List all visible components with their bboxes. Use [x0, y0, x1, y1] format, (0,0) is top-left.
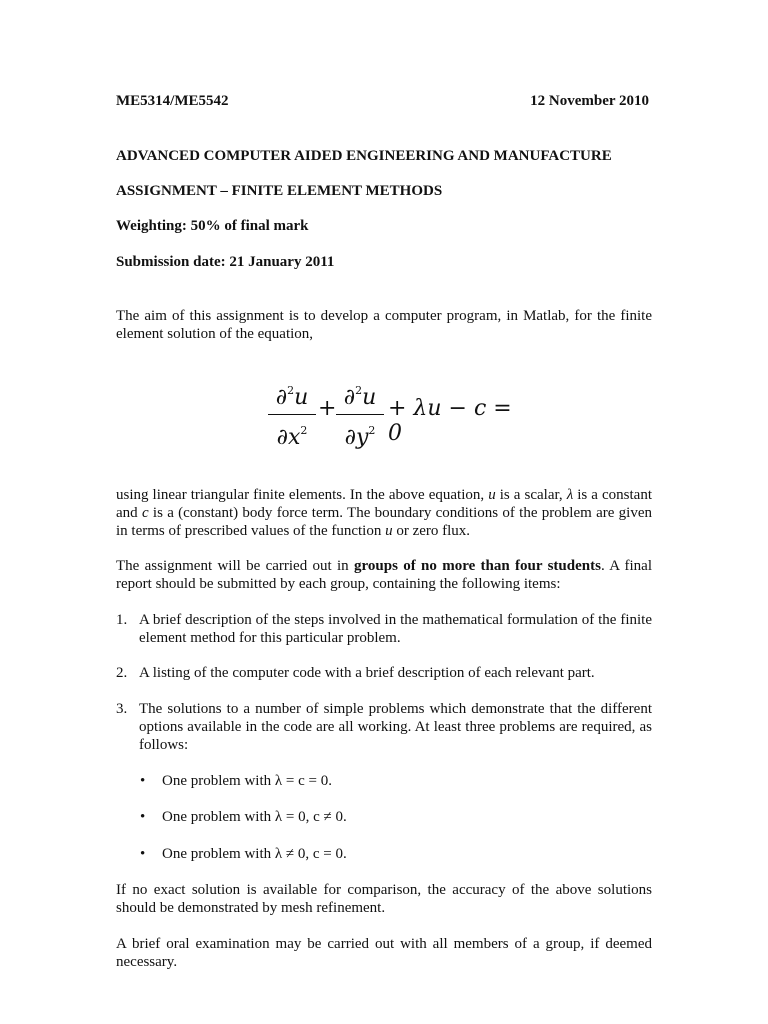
bullet-item — [140, 808, 347, 826]
course-code: ME5314/ME5542 — [116, 93, 229, 109]
var-u: u — [488, 487, 496, 503]
exponent: 2 — [300, 424, 308, 437]
bullet-text: One problem with λ ≠ 0, c = 0. — [162, 846, 347, 862]
bullet-dot: • — [140, 846, 146, 862]
bullet-item — [140, 772, 332, 790]
list-number: 1. — [116, 612, 128, 628]
bullet-item — [140, 845, 347, 863]
var-u: u — [294, 385, 309, 410]
course-title: ADVANCED COMPUTER AIDED ENGINEERING AND MANUFACTURE — [116, 148, 612, 164]
document-date: 12 November 2010 — [530, 93, 649, 109]
var-u: u — [385, 523, 393, 539]
description-text: is a constant and — [116, 487, 652, 521]
list-item — [116, 664, 652, 682]
groups-text: The assignment will be carried out in — [116, 558, 354, 574]
bullet-text: One problem with λ = 0, c ≠ 0. — [162, 809, 347, 825]
groups-paragraph — [116, 557, 652, 593]
governing-equation — [268, 378, 528, 452]
partial-symbol: ∂ — [276, 425, 288, 450]
list-item — [116, 700, 652, 754]
var-y: y — [355, 425, 369, 450]
partial-symbol: ∂ — [344, 425, 356, 450]
exponent: 2 — [368, 424, 376, 437]
d2u-dx2-fraction — [268, 378, 316, 451]
equation-remainder: + λu − c = 0 — [388, 396, 512, 446]
partial-symbol: ∂ — [343, 385, 356, 410]
list-number: 3. — [116, 701, 128, 717]
list-text: A brief description of the steps involved in the mathematical formulation of the finite element method for this particular problem. — [139, 612, 652, 646]
var-u: u — [362, 385, 377, 410]
assignment-title: ASSIGNMENT – FINITE ELEMENT METHODS — [116, 183, 443, 199]
list-item — [116, 611, 652, 647]
description-text: is a scalar, — [495, 487, 567, 503]
groups-text: . A final report should be submitted by each group, containing the following items: — [116, 558, 653, 592]
description-paragraph — [116, 486, 652, 540]
groups-emphasis: groups of no more than four students — [354, 558, 601, 574]
list-number: 2. — [116, 665, 128, 681]
exponent: 2 — [355, 384, 363, 397]
var-c: c — [141, 505, 149, 521]
list-text: A listing of the computer code with a brief description of each relevant part. — [139, 665, 595, 681]
submission-date: Submission date: 21 January 2011 — [116, 254, 335, 270]
exponent: 2 — [287, 384, 295, 397]
intro-paragraph: The aim of this assignment is to develop a computer program, in Matlab, for the finite element solution of the equation, — [116, 308, 652, 342]
weighting: Weighting: 50% of final mark — [116, 218, 309, 234]
d2u-dy2-fraction — [336, 378, 384, 451]
list-text: The solutions to a number of simple problems which demonstrate that the different options available in the code are all working. At least three problems are required, as follows: — [139, 701, 652, 753]
description-text: is a (constant) body force term. The boundary conditions of the problem are given in terms of prescribed values of the function — [116, 505, 652, 539]
description-text: using linear triangular finite elements. In the above equation, — [116, 487, 489, 503]
var-lambda: λ — [566, 487, 574, 503]
fraction-bar — [336, 414, 384, 415]
oral-exam-paragraph: A brief oral examination may be carried out with all members of a group, if deemed necessary. — [116, 936, 652, 970]
bullet-dot: • — [140, 773, 146, 789]
fraction-bar — [268, 414, 316, 415]
bullet-dot: • — [140, 809, 146, 825]
bullet-text: One problem with λ = c = 0. — [162, 773, 332, 789]
partial-symbol: ∂ — [275, 385, 288, 410]
plus-sign: + — [318, 396, 337, 421]
var-x: x — [287, 425, 301, 450]
description-text: or zero flux. — [392, 523, 471, 539]
accuracy-paragraph: If no exact solution is available for comparison, the accuracy of the above solutions should be demonstrated by mesh refinement. — [116, 882, 652, 916]
header-row — [116, 93, 649, 110]
